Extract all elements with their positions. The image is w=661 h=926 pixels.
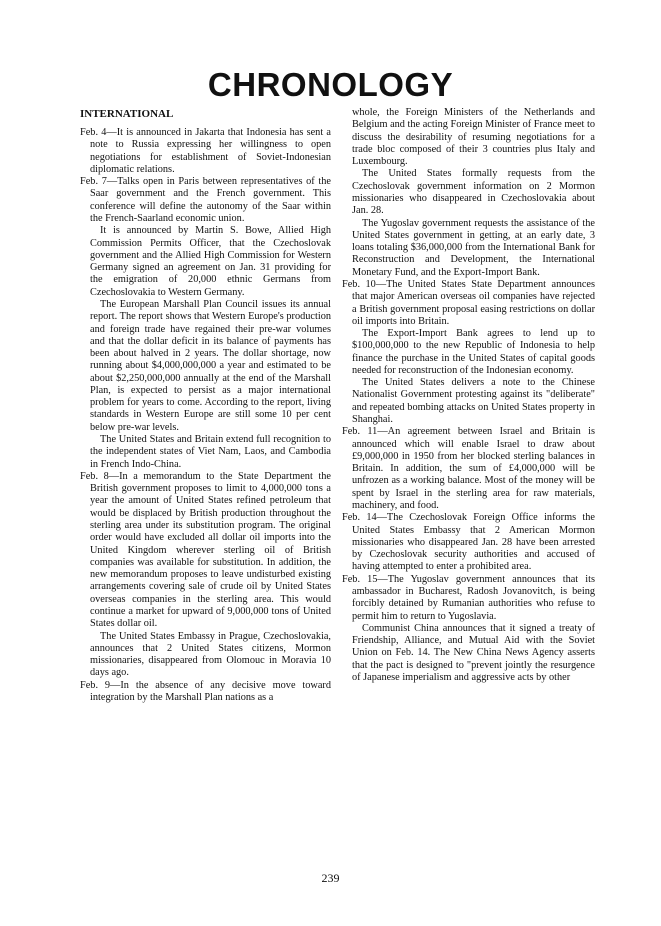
left-column-paragraph: Feb. 8—In a memorandum to the State Department the British government proposes to limit to 4,000,000 tons a year the amount of United States refined petroleum that would be displaced by British production throughout the sterling area under its substitution program. The original order would have excluded all dollar oil imports into the United Kingdom wherever sterling oil of British companies was available for substitution. In addition, the new memorandum proposes to leave undisturbed existing arrangements covering sale of crude oil by United States overseas companies in the sterling area. This would continue a market for upward of 9,000,000 tons of United States dollar oil.: [80, 470, 331, 630]
right-column-paragraph: The Export-Import Bank agrees to lend up to $100,000,000 to the new Republic of Indonesia to help finance the purchase in the United States of capital goods needed for reconstruction of the Indonesian economy.: [352, 328, 595, 376]
right-column: [342, 107, 595, 684]
left-column-paragraph: It is announced by Martin S. Bowe, Allied High Commission Permits Officer, that the Czechoslovak government and the Allied High Commission for Western Germany signed an agreement on Jan. 31 providing for the emigration of 20,000 ethnic Germans from Czechoslovakia to Western Germany.: [90, 225, 331, 298]
left-column-paragraph: The European Marshall Plan Council issues its annual report. The report shows that Western Europe's production and foreign trade have regained their pre-war volumes and that the dollar deficit in its balance of payments has been about halved in 2 years. The dollar shortage, now running about $4,000,000,000 a year and estimated to be about $2,250,000,000 annually at the end of the Marshall Plan, is expected to persist as a major international problem for years to come. According to the report, living standards in Western Europe are still some 10 per cent below pre-war levels.: [90, 298, 331, 433]
page-title: CHRONOLOGY: [207, 66, 454, 103]
left-column-paragraph: The United States Embassy in Prague, Czechoslovakia, announces that 2 United States citizens, Mormon missionaries, disappeared from Olomouc in Moravia 10 days ago.: [90, 630, 331, 679]
left-column: [80, 107, 331, 704]
right-column-paragraph: whole, the Foreign Ministers of the Netherlands and Belgium and the acting Foreign Minister of France meet to discuss the desirability of resuming negotiations for a trade bloc composed of their 3 countries plus Italy and Luxembourg.: [352, 107, 595, 168]
page-number: 239: [321, 871, 340, 885]
right-column-paragraph: Feb. 15—The Yugoslav government announces that its ambassador in Bucharest, Radosh Jovanovitch, is being forcibly detained by Rumanian authorities who refuse to permit him to return to Yugoslavia.: [342, 573, 595, 622]
right-column-paragraph: Feb. 10—The United States State Department announces that major American overseas oil companies have rejected a British government proposal easing restrictions on dollar oil imports into Britain.: [342, 278, 595, 327]
right-column-paragraph: The United States delivers a note to the Chinese Nationalist Government protesting against its "deliberate" and repeated bombing attacks on United States property in Shanghai.: [352, 377, 595, 426]
right-column-paragraph: Feb. 14—The Czechoslovak Foreign Office informs the United States Embassy that 2 American Mormon missionaries who disappeared Jan. 28 have been arrested by Czechoslovak security authorities and accused of having attempted to enter a prohibited area.: [342, 512, 595, 573]
section-heading: INTERNATIONAL: [80, 108, 174, 120]
right-column-paragraph: Feb. 11—An agreement between Israel and Britain is announced which will enable Israel to draw about £9,000,000 in 1950 from her blocked sterling balances in Britain. In addition, the sum of £4,000,000 will be unfrozen as a working balance. Most of the money will be spent by Israel in the sterling area for raw materials, machinery, and food.: [342, 426, 595, 511]
left-column-paragraph: Feb. 7—Talks open in Paris between representatives of the Saar government and the French government. This conference will define the autonomy of the Saar within the French-Saarland economic union.: [80, 176, 331, 224]
right-paragraphs: [342, 107, 595, 684]
left-column-paragraph: The United States and Britain extend full recognition to the independent states of Viet Nam, Laos, and Cambodia in French Indo-China.: [90, 434, 331, 470]
right-column-paragraph: Communist China announces that it signed a treaty of Friendship, Alliance, and Mutual Aid with the Soviet Union on Feb. 14. The New China News Agency asserts that the pact is designed to "prevent jointly the resurgence of Japanese imperialism and aggressive acts by other: [352, 622, 595, 683]
left-column-paragraph: Feb. 4—It is announced in Jakarta that Indonesia has sent a note to Russia expressing her willingness to open negotiations for establishment of Soviet-Indonesian diplomatic relations.: [80, 127, 331, 175]
left-column-paragraph: Feb. 9—In the absence of any decisive move toward integration by the Marshall Plan nations as a: [80, 679, 331, 703]
right-column-paragraph: The Yugoslav government requests the assistance of the United States government in getting, at an early date, 3 loans totaling $36,000,000 from the International Bank for Reconstruction and Development, the International Monetary Fund, and the Export-Import Bank.: [352, 217, 595, 278]
right-column-paragraph: The United States formally requests from the Czechoslovak government information on 2 Mormon missionaries who disappeared in Czechoslovakia about Jan. 28.: [352, 168, 595, 217]
left-paragraphs: [80, 127, 331, 704]
